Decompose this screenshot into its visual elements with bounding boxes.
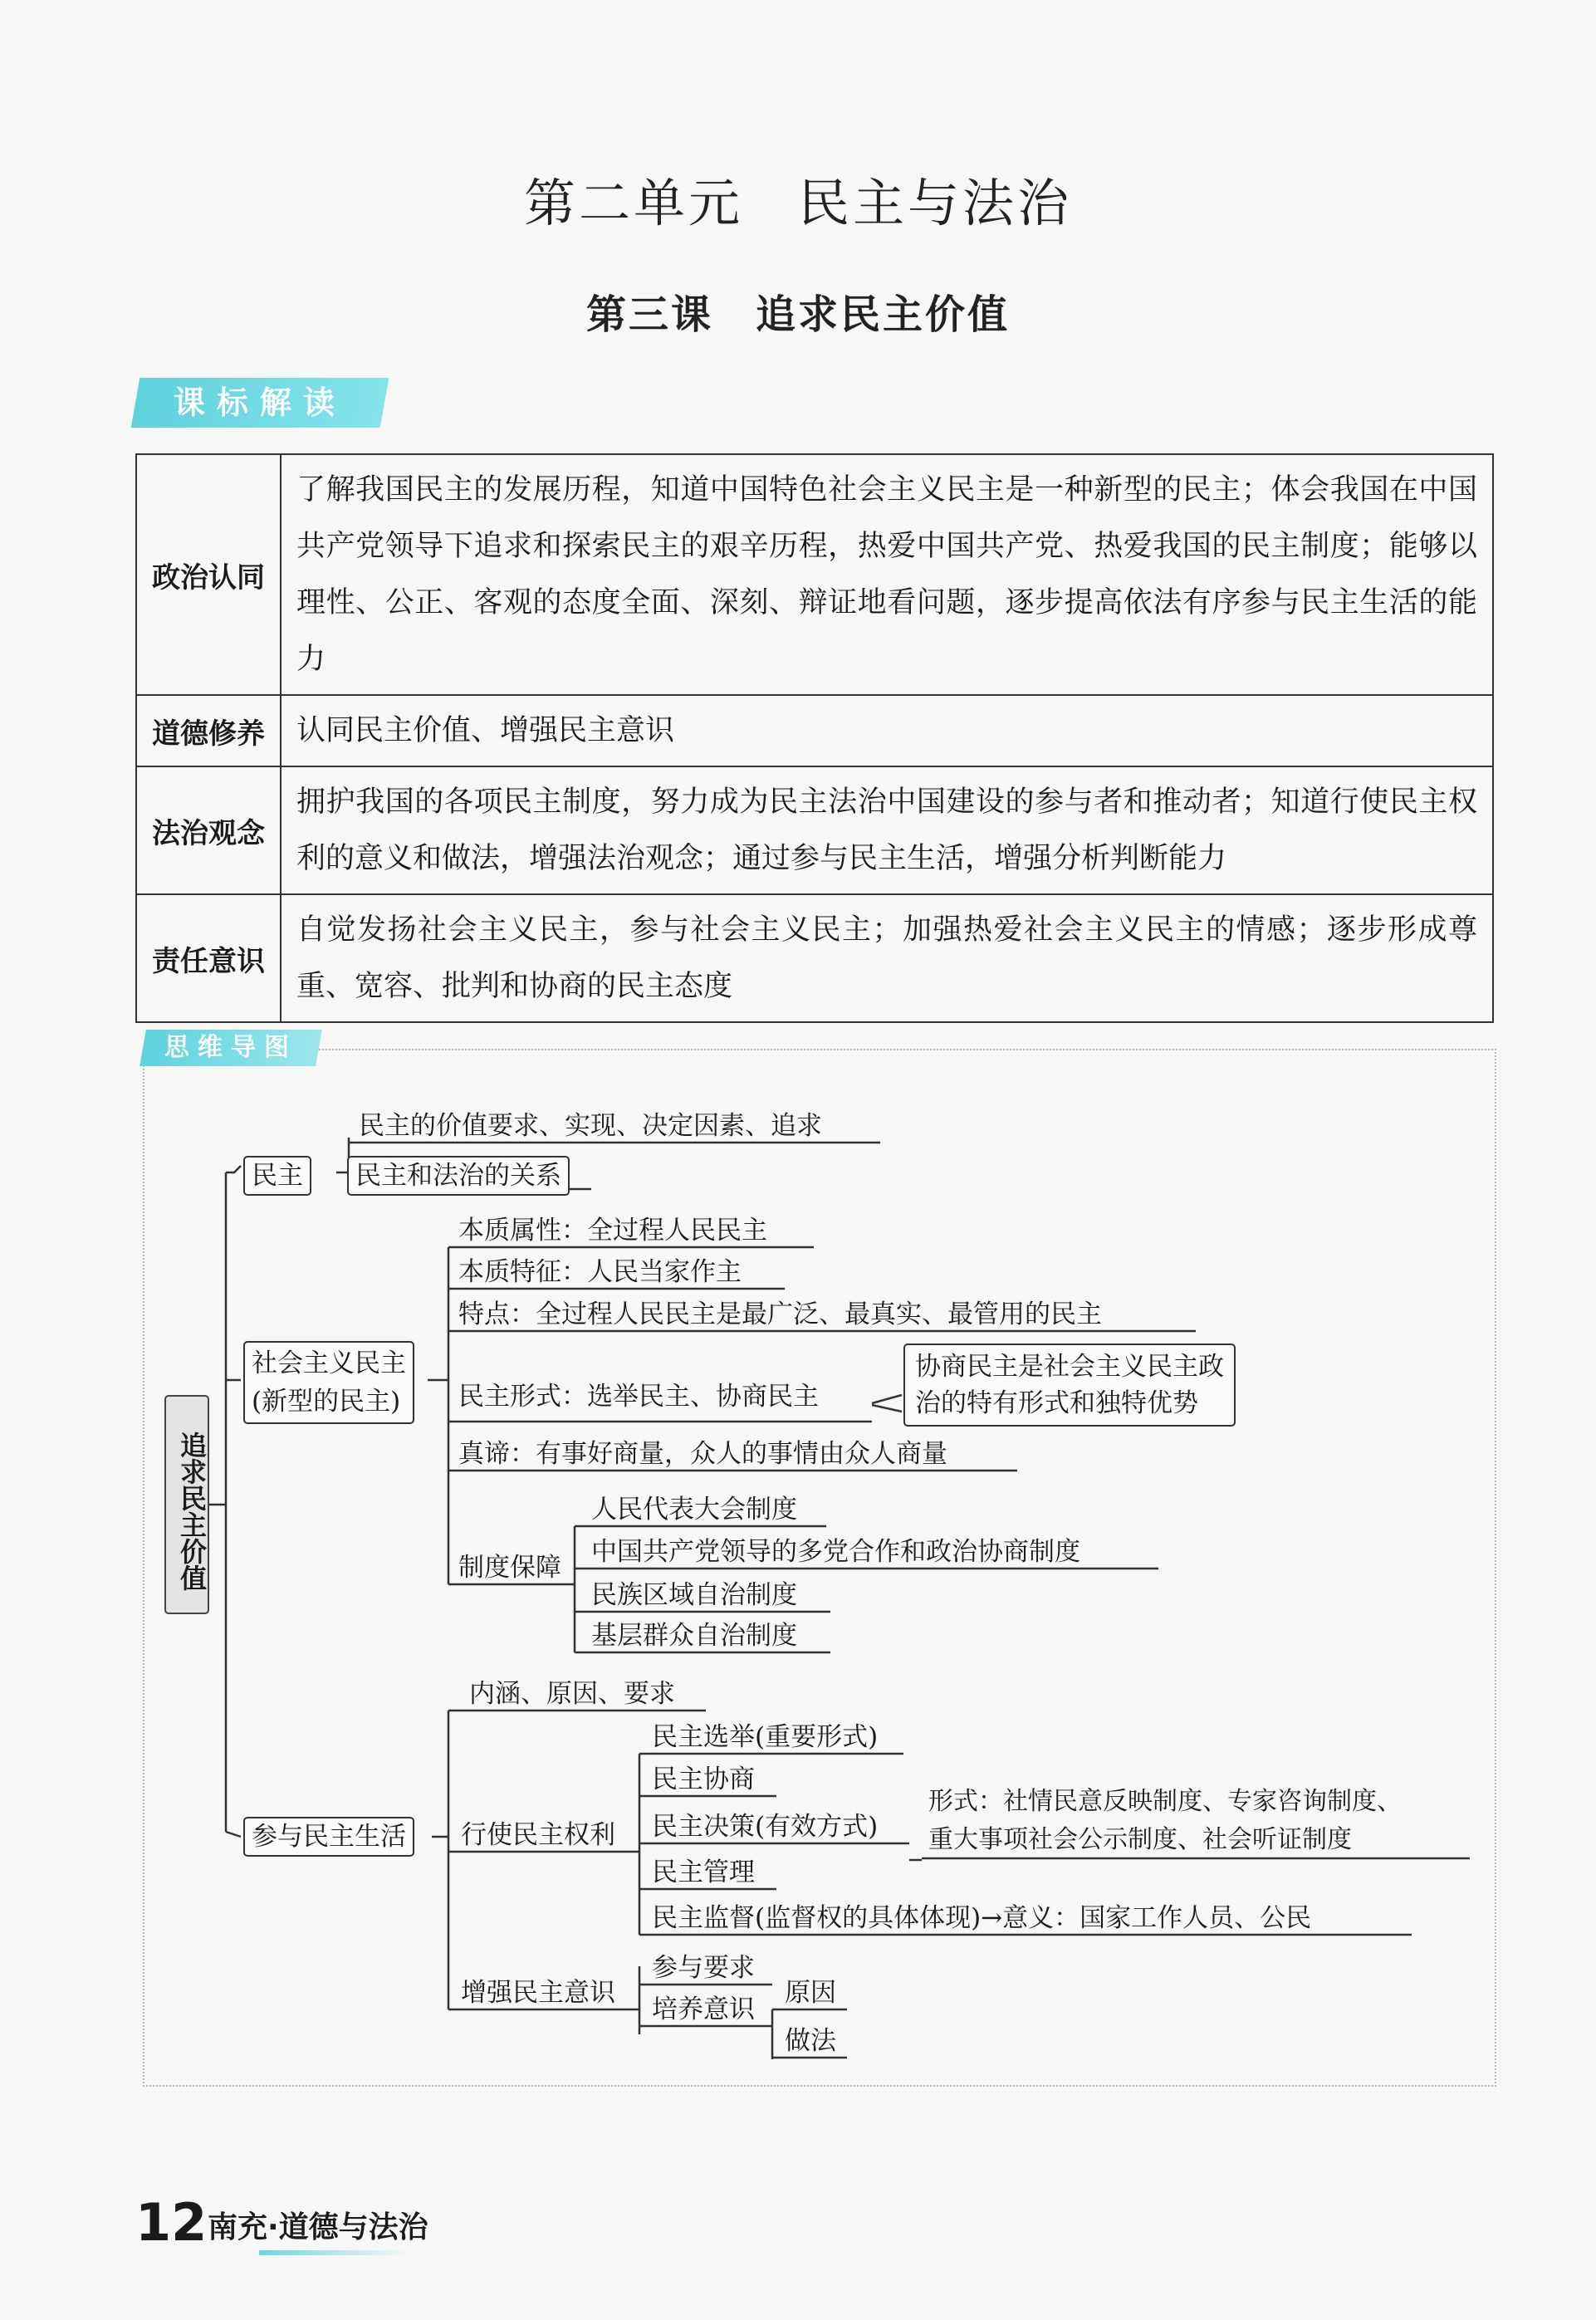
node-exercise-supervise: 民主监督(监督权的具体体现)→意义：国家工作人员、公民 xyxy=(652,1903,1312,1933)
footer-text: 南充·道德与法治 xyxy=(208,2210,428,2244)
node-awareness: 增强民主意识 xyxy=(461,1978,615,2008)
category-cell: 法治观念 xyxy=(136,766,281,894)
node-exercise-manage: 民主管理 xyxy=(652,1857,755,1887)
node-system-regional: 民族区域自治制度 xyxy=(591,1580,797,1610)
node-exercise-decision: 民主决策(有效方式) xyxy=(652,1812,879,1842)
content-cell: 拥护我国的各项民主制度，努力成为民主法治中国建设的参与者和推动者；知道行使民主权利的意义和做法，增强法治观念；通过参与民主生活，增强分析判断能力 xyxy=(281,766,1493,894)
node-consult-line2: 治的特有形式和独特优势 xyxy=(915,1388,1198,1418)
lesson-title: 第三课 追求民主价值 xyxy=(585,291,1010,338)
node-system-grassroots: 基层群众自治制度 xyxy=(591,1621,797,1651)
content-cell: 了解我国民主的发展历程，知道中国特色社会主义民主是一种新型的民主；体会我国在中国共产党领导下追求和探索民主的艰辛历程，热爱中国共产党、热爱我国的民主制度；能够以理性、公正、客观的态度全面、深刻、辩证地看问题，逐步提高依法有序参与民主生活的能力 xyxy=(281,454,1493,695)
node-cultivate-reason: 原因 xyxy=(785,1978,836,2008)
node-socialist-democracy xyxy=(243,1341,414,1424)
page-number: 12 xyxy=(135,2192,208,2253)
node-socialist-line2: (新型的民主) xyxy=(252,1387,401,1417)
node-truth: 真谛：有事好商量，众人的事情由众人商量 xyxy=(458,1439,947,1469)
node-consult-line1: 协商民主是社会主义民主政 xyxy=(915,1352,1224,1382)
node-awareness-require: 参与要求 xyxy=(652,1953,755,1983)
node-democracy-values: 民主的价值要求、实现、决定因素、追求 xyxy=(359,1111,822,1141)
node-feature: 特点：全过程人民民主是最广泛、最真实、最管用的民主 xyxy=(458,1299,1102,1329)
node-system-cppcc: 中国共产党领导的多党合作和政治协商制度 xyxy=(591,1537,1080,1567)
unit-title: 第二单元 民主与法治 xyxy=(523,173,1072,233)
node-system-guarantee: 制度保障 xyxy=(458,1553,561,1583)
footer-decor-bar xyxy=(259,2250,409,2255)
node-socialist-line1: 社会主义民主 xyxy=(252,1348,406,1378)
node-cultivate-method: 做法 xyxy=(785,2026,836,2056)
standards-badge: 课标解读 xyxy=(173,384,346,421)
node-forms: 民主形式：选举民主、协商民主 xyxy=(458,1382,819,1412)
category-cell: 政治认同 xyxy=(136,454,281,695)
content-cell: 自觉发扬社会主义民主，参与社会主义民主；加强热爱社会主义民主的情感；逐步形成尊重、宽容、批判和协商的民主态度 xyxy=(281,894,1493,1022)
node-exercise-election: 民主选举(重要形式) xyxy=(652,1722,879,1752)
category-cell: 道德修养 xyxy=(136,695,281,766)
node-system-npc: 人民代表大会制度 xyxy=(591,1495,797,1525)
node-democracy: 民主 xyxy=(243,1156,311,1196)
node-awareness-cultivate: 培养意识 xyxy=(652,1995,755,2024)
node-participate: 参与民主生活 xyxy=(243,1817,414,1857)
mindmap-root: 追求民主价值 xyxy=(164,1395,209,1614)
node-decision-forms-1: 形式：社情民意反映制度、专家咨询制度、 xyxy=(928,1787,1402,1816)
node-exercise-consult: 民主协商 xyxy=(652,1764,755,1794)
node-essence-attr: 本质属性：全过程人民民主 xyxy=(458,1216,767,1246)
content-cell: 认同民主价值、增强民主意识 xyxy=(281,695,1493,766)
node-decision-forms-2: 重大事项社会公示制度、社会听证制度 xyxy=(928,1825,1352,1854)
node-essence-feature: 本质特征：人民当家作主 xyxy=(458,1257,742,1287)
node-democracy-law: 民主和法治的关系 xyxy=(347,1156,570,1196)
node-consult-note xyxy=(903,1344,1236,1427)
node-connotation: 内涵、原因、要求 xyxy=(469,1679,675,1709)
category-cell: 责任意识 xyxy=(136,894,281,1022)
node-exercise-rights: 行使民主权利 xyxy=(461,1820,615,1850)
mindmap-badge: 思维导图 xyxy=(164,1033,297,1062)
